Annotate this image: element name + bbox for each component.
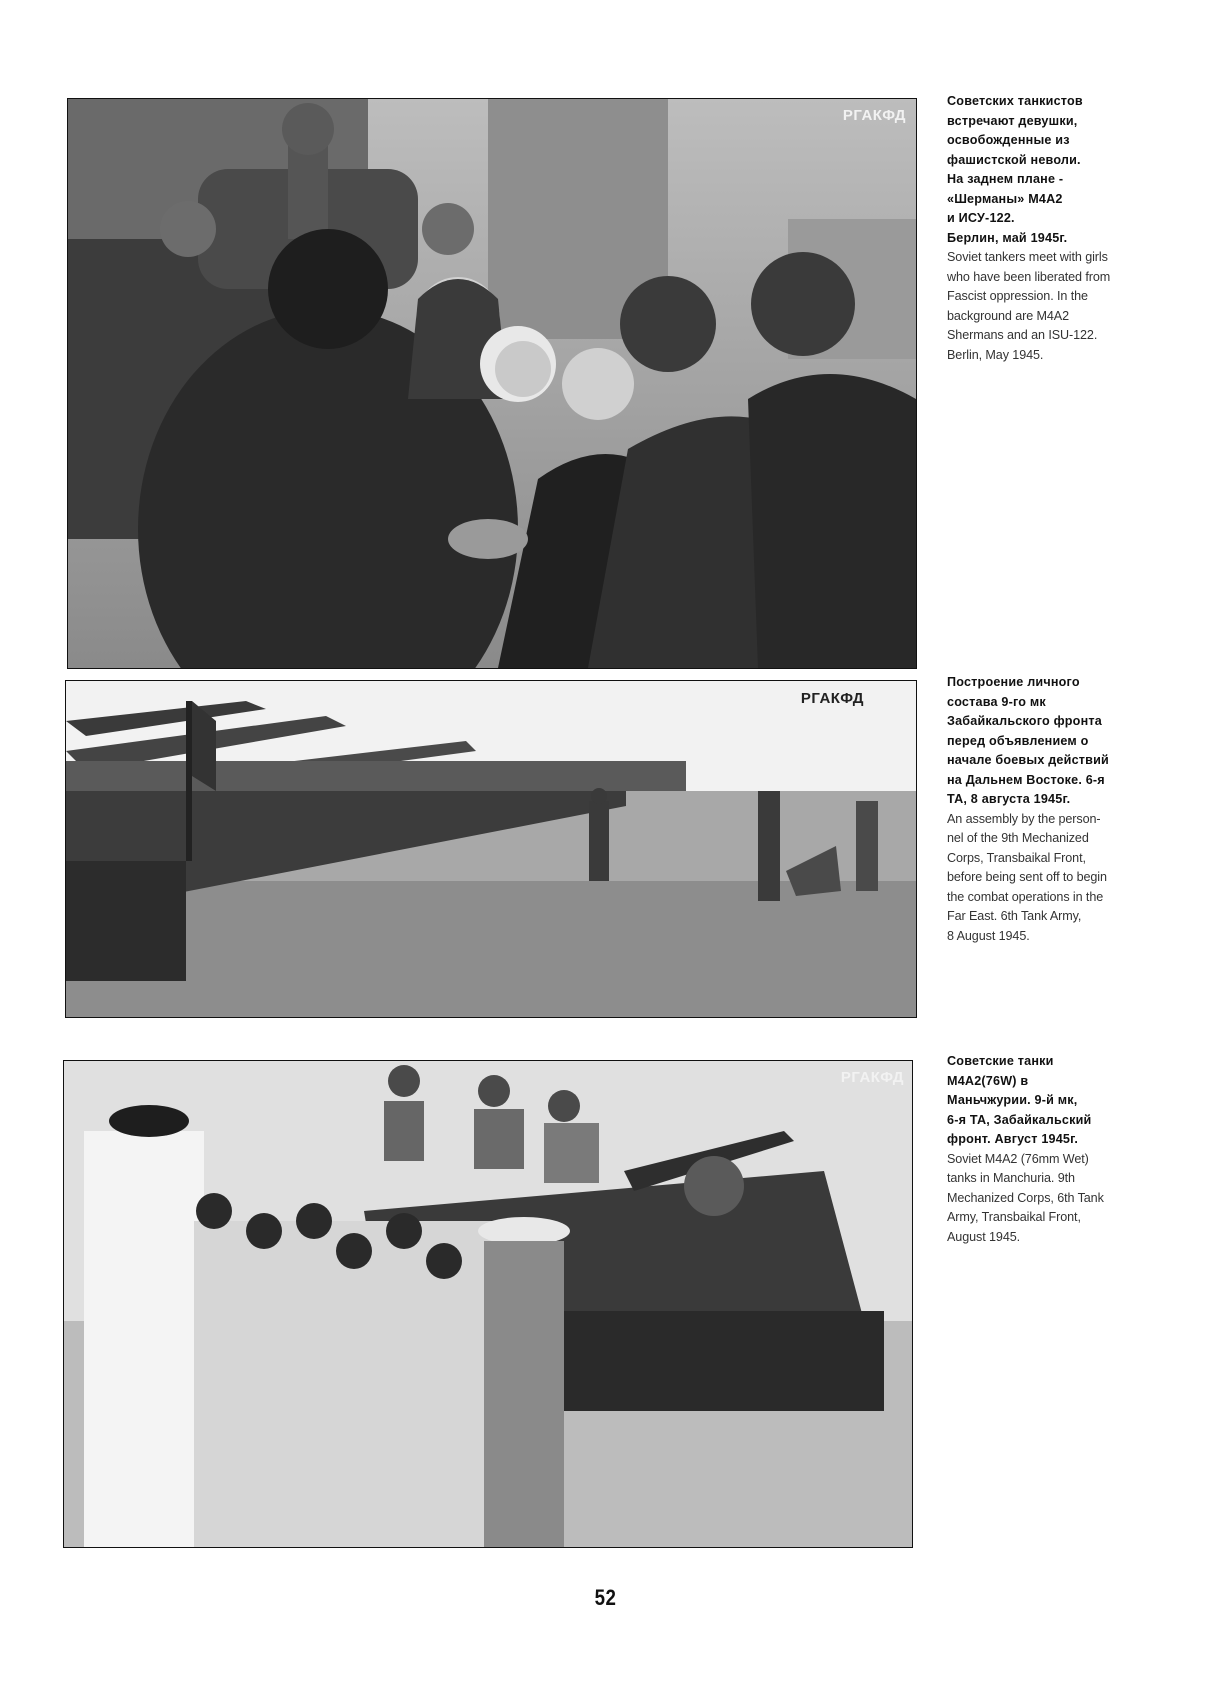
caption <box>947 92 1147 365</box>
page-number: 52 <box>594 1585 617 1610</box>
photo-image <box>66 681 916 1017</box>
caption-english: An assembly by the person- nel of the 9th Mechanized Corps, Transbaikal Front, before being sent off to begin the combat operations in the Far East. 6th Tank Army, 8 August 1945. <box>947 811 1107 943</box>
caption-english: Soviet tankers meet with girls who have been liberated from Fascist oppression. In the background are M4A2 Shermans and an ISU-122. Berlin, May 1945. <box>947 250 1111 362</box>
caption <box>947 1052 1147 1247</box>
photo-assembly <box>65 680 917 1018</box>
caption-russian: Советских танкистов встречают девушки, освобожденные из фашистской неволи. На заднем плане - «Шерманы» М4А2 и ИСУ-122. Берлин, май 1945г. <box>947 94 1083 245</box>
photo-credit: РГАКФД <box>840 1069 904 1086</box>
photo-credit: РГАКФД <box>842 107 906 124</box>
caption <box>947 673 1147 946</box>
photo-manchuria-tanks <box>63 1060 913 1548</box>
photo-image <box>68 99 916 668</box>
photo-tankers-meet-girls <box>67 98 917 669</box>
caption-russian: Построение личного состава 9-го мк Забайкальского фронта перед объявлением о начале боевых действий на Дальнем Востоке. 6-я ТА, 8 августа 1945г. <box>947 675 1109 806</box>
photo-image <box>64 1061 912 1547</box>
photo-credit: РГАКФД <box>800 690 864 707</box>
caption-english: Soviet M4A2 (76mm Wet) tanks in Manchuria. 9th Mechanized Corps, 6th Tank Army, Transbaikal Front, August 1945. <box>947 1151 1104 1244</box>
caption-russian: Советские танки М4А2(76W) в Маньчжурии. 9-й мк, 6-я ТА, Забайкальский фронт. Август 1945г. <box>947 1054 1092 1146</box>
